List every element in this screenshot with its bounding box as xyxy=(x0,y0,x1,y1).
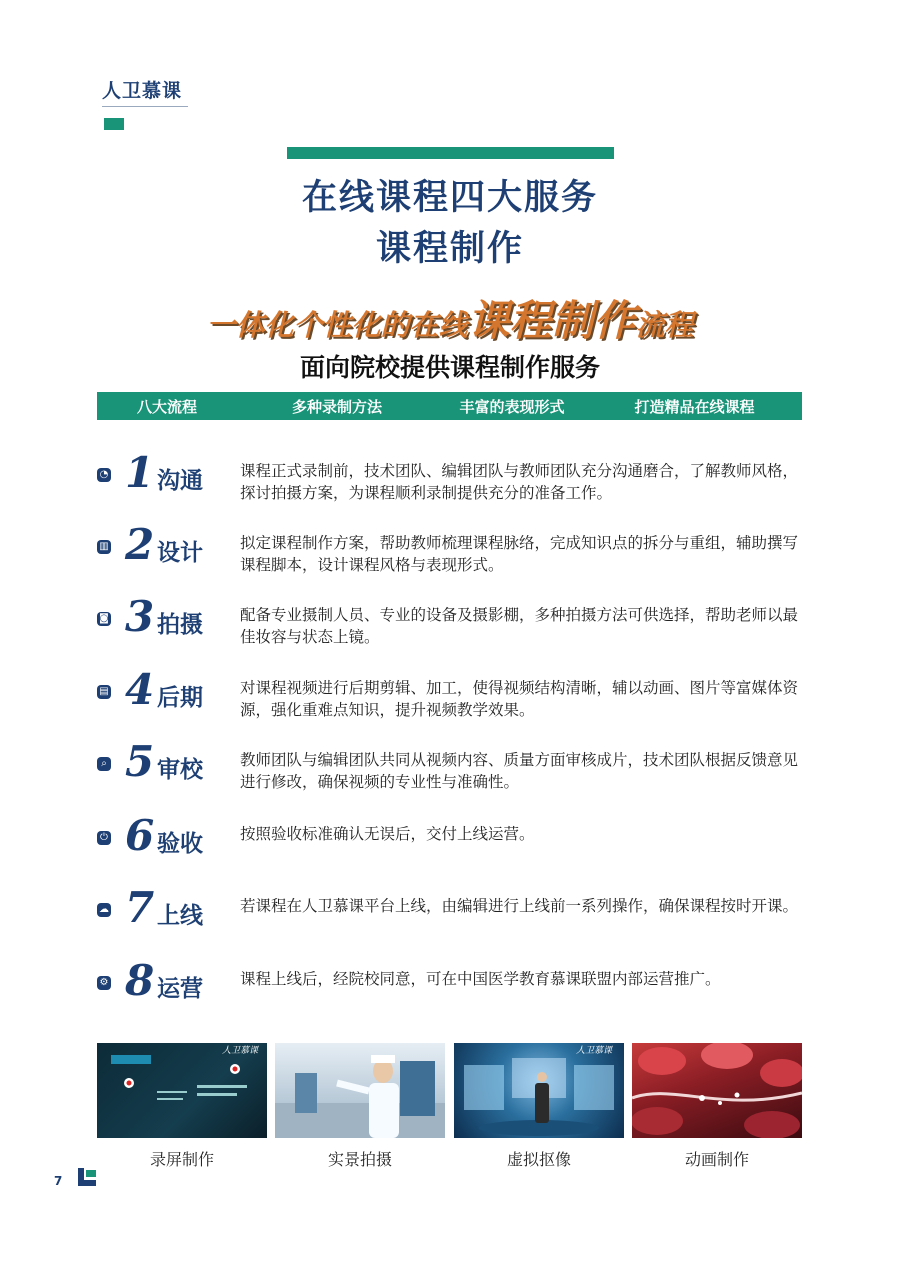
chat-icon: ◔ xyxy=(97,468,111,482)
feature-tag: 打造精品在线课程 xyxy=(634,397,755,416)
brand-name: 人卫慕课 xyxy=(102,80,183,102)
step-design xyxy=(97,520,807,592)
step-name: 设计 xyxy=(157,540,203,566)
slogan-part-2: 课程制作 xyxy=(467,296,636,345)
step-number: 4 xyxy=(125,665,155,714)
photo-caption: 虚拟抠像 xyxy=(506,1150,571,1169)
cloud-upload-icon: ☁ xyxy=(99,904,109,915)
step-number: 1 xyxy=(125,448,155,497)
photo-caption: 实景拍摄 xyxy=(327,1150,392,1169)
step-name: 审校 xyxy=(157,757,203,783)
feature-tag: 多种录制方法 xyxy=(291,397,382,416)
feature-tag-bar xyxy=(97,392,802,420)
step-acceptance xyxy=(97,811,807,883)
virtual-keying-illustration xyxy=(454,1043,624,1138)
step-number: 8 xyxy=(125,956,155,1005)
camera-icon: ◙ xyxy=(97,612,111,626)
step-communicate xyxy=(97,448,807,520)
photo-watermark: 人卫慕课 xyxy=(576,1046,613,1056)
title-accent-bar xyxy=(287,147,614,159)
step-description: 对课程视频进行后期剪辑、加工，使得视频结构清晰，辅以动画、图片等富媒体资源，强化重难点知识，提升视频教学效果。 xyxy=(240,679,799,719)
photo-caption: 动画制作 xyxy=(684,1150,749,1169)
settings-icon: ⚙ xyxy=(97,976,111,990)
page-subtitle: 课程制作 xyxy=(375,229,524,269)
page-title: 在线课程四大服务 xyxy=(301,178,598,218)
animation-illustration xyxy=(632,1043,802,1138)
step-review xyxy=(97,737,807,809)
brand-accent-block xyxy=(104,118,124,130)
step-number: 2 xyxy=(125,520,155,569)
feature-tag: 八大流程 xyxy=(136,397,197,416)
step-number: 3 xyxy=(125,592,155,641)
screen-recording-illustration xyxy=(97,1043,267,1138)
step-description: 拟定课程制作方案，帮助教师梳理课程脉络，完成知识点的拆分与重组，辅助撰写课程脚本，设计课程风格与表现形式。 xyxy=(240,534,799,574)
slogan xyxy=(0,288,900,348)
photo-watermark: 人卫慕课 xyxy=(222,1046,259,1056)
step-name: 后期 xyxy=(157,685,203,711)
step-launch xyxy=(97,883,807,955)
on-site-filming-illustration xyxy=(275,1043,445,1138)
step-number: 5 xyxy=(125,737,155,786)
step-name: 拍摄 xyxy=(157,612,203,638)
screen-recording-photo xyxy=(97,1043,267,1138)
step-description: 若课程在人卫慕课平台上线，由编辑进行上线前一系列操作，确保课程按时开课。 xyxy=(240,897,799,915)
search-icon: ⌕ xyxy=(97,757,111,771)
step-number: 6 xyxy=(125,811,155,860)
step-description: 课程正式录制前，技术团队、编辑团队与教师团队充分沟通磨合，了解教师风格，探讨拍摄方案，为课程顺利录制提供充分的准备工作。 xyxy=(240,462,799,502)
on-site-filming-photo xyxy=(275,1043,445,1138)
page-number: 7 xyxy=(54,1174,63,1188)
animation-photo xyxy=(632,1043,802,1138)
photo-strip xyxy=(97,1043,803,1138)
brand-divider xyxy=(102,106,188,107)
feature-tag: 丰富的表现形式 xyxy=(459,397,565,416)
step-name: 上线 xyxy=(157,903,203,929)
virtual-keying-photo xyxy=(454,1043,624,1138)
step-operations xyxy=(97,956,807,1028)
section-heading: 面向院校提供课程制作服务 xyxy=(299,353,600,382)
step-post-production xyxy=(97,665,807,737)
slogan-part-1: 一体化个性化的在线 xyxy=(206,308,468,342)
slogan-part-3: 流程 xyxy=(635,308,694,342)
step-number: 7 xyxy=(125,883,155,932)
step-name: 验收 xyxy=(157,831,203,857)
photo-caption: 录屏制作 xyxy=(149,1150,214,1169)
power-icon: ⏻ xyxy=(97,831,111,845)
step-shoot xyxy=(97,592,807,664)
step-name: 运营 xyxy=(157,976,203,1002)
step-description: 课程上线后，经院校同意，可在中国医学教育慕课联盟内部运营推广。 xyxy=(240,970,721,988)
book-icon: ▥ xyxy=(97,540,111,554)
step-name: 沟通 xyxy=(157,468,203,494)
step-description: 按照验收标准确认无误后，交付上线运营。 xyxy=(240,825,535,843)
edit-icon: ▤ xyxy=(97,685,111,699)
step-description: 配备专业摄制人员、专业的设备及摄影棚，多种拍摄方法可供选择，帮助老师以最佳妆容与状态上镜。 xyxy=(240,606,799,646)
corner-mark-icon xyxy=(76,1166,98,1188)
step-description: 教师团队与编辑团队共同从视频内容、质量方面审核成片，技术团队根据反馈意见进行修改，确保视频的专业性与准确性。 xyxy=(240,751,799,791)
